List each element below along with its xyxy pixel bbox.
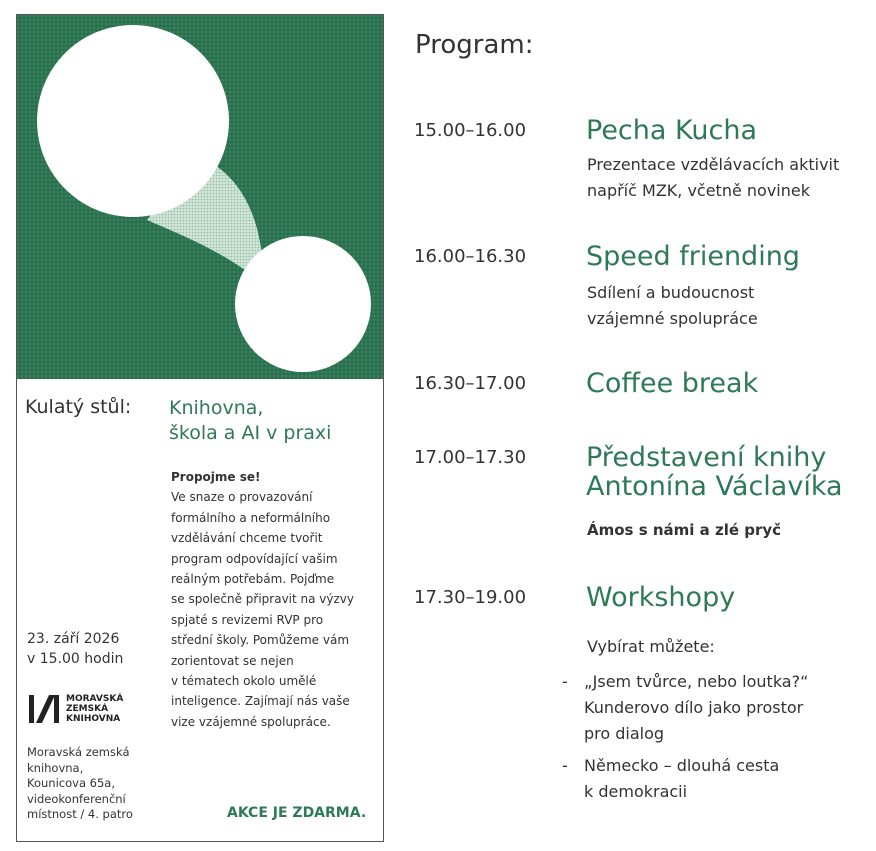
slot-time: 16.00–16.30 [414, 246, 527, 267]
slot-title-line: Antonína Václavíka [586, 471, 843, 502]
workshop-item-text [584, 753, 844, 805]
slot-description-line: Sdílení a budoucnost [587, 283, 755, 302]
logo-line: ZEMSKÁ [66, 704, 109, 714]
list-dash: - [562, 756, 568, 775]
intro-line: inteligence. Zajímají nás vaše [171, 694, 350, 709]
round-table-label: Kulatý stůl: [25, 396, 132, 418]
small-circle [235, 236, 371, 372]
slot-title: Workshopy [586, 582, 736, 613]
workshop-item-text [584, 669, 844, 747]
library-logo [27, 693, 123, 725]
workshop-item-line: pro dialog [584, 724, 665, 743]
event-date-time: v 15.00 hodin [27, 651, 124, 667]
program-slot [414, 242, 864, 332]
program-heading: Program: [415, 30, 534, 60]
intro-line: formálního a neformálního [171, 510, 331, 525]
program-slot [414, 443, 864, 553]
slot-title: Pecha Kucha [586, 115, 757, 146]
slot-description-line: vzájemné spolupráce [587, 309, 758, 328]
slot-description-line: napříč MZK, včetně novinek [587, 181, 810, 200]
slot-title: Speed friending [586, 241, 800, 272]
intro-line: v tématech okolo umělé [171, 674, 317, 689]
slot-description [587, 152, 839, 204]
intro-line: vzdělávání chceme tvořit [171, 531, 323, 546]
slot-time: 15.00–16.00 [414, 120, 527, 141]
address-line: videokonferenční [27, 791, 126, 806]
slot-title-line: Představení knihy [586, 442, 827, 473]
slot-title [586, 443, 843, 501]
book-title: Ámos s námi a zlé pryč [587, 521, 782, 539]
workshop-item-line: Kunderovo dílo jako prostor [584, 698, 804, 717]
address-line: Kounicova 65a, [27, 776, 115, 791]
slot-time: 17.00–17.30 [414, 447, 527, 468]
intro-line: reálným potřebám. Pojďme [171, 572, 335, 587]
intro-line: střední školy. Pomůžeme vám [171, 633, 350, 648]
slot-time: 16.30–17.00 [414, 373, 527, 394]
intro-line: vize vzájemné spolupráce. [171, 714, 331, 729]
workshop-item-line: Německo – dlouhá cesta [584, 756, 780, 775]
event-date [27, 629, 123, 669]
logo-line: MORAVSKÁ [66, 694, 124, 704]
intro-line: spjaté s revizemi RVP pro [171, 612, 324, 627]
slot-title: Coffee break [586, 368, 759, 399]
venue-address [27, 745, 157, 823]
workshop-item-line: k demokracii [584, 782, 688, 801]
library-logo-icon [27, 693, 61, 725]
library-logo-text [66, 694, 123, 724]
event-date-day: 23. září 2026 [27, 631, 120, 647]
poster-artwork [17, 15, 383, 379]
large-circle [37, 25, 229, 217]
program-slot [414, 369, 864, 405]
intro-line: zorientovat se nejen [171, 653, 294, 668]
workshop-item [562, 669, 862, 749]
address-line: Moravská zemská [27, 745, 130, 759]
program-slot [414, 116, 864, 206]
free-admission-note: AKCE JE ZDARMA. [227, 805, 367, 821]
slot-description-line: Prezentace vzdělávacích aktivit [587, 155, 840, 174]
intro-text [171, 467, 371, 732]
slot-description [587, 280, 758, 332]
event-title-line: Knihovna, [169, 397, 264, 419]
event-title [169, 396, 331, 446]
event-title-line: škola a AI v praxi [169, 422, 332, 444]
address-line: knihovna, [27, 760, 84, 775]
event-poster [16, 14, 384, 842]
list-dash: - [562, 672, 568, 691]
circles-graphic [17, 15, 383, 379]
intro-line: se společně připravit na výzvy [171, 592, 354, 607]
intro-line: Ve snaze o provazování [171, 490, 313, 505]
workshop-intro: Vybírat můžete: [587, 637, 715, 656]
address-line: místnost / 4. patro [27, 807, 133, 822]
intro-heading: Propojme se! [171, 470, 261, 484]
intro-line: program odpovídající vašim [171, 551, 338, 566]
workshop-item-line: „Jsem tvůrce, nebo loutka?“ [584, 672, 809, 691]
program-slot [414, 583, 864, 813]
slot-time: 17.30–19.00 [414, 587, 527, 608]
logo-line: KNIHOVNA [66, 714, 121, 724]
workshop-item [562, 753, 862, 807]
